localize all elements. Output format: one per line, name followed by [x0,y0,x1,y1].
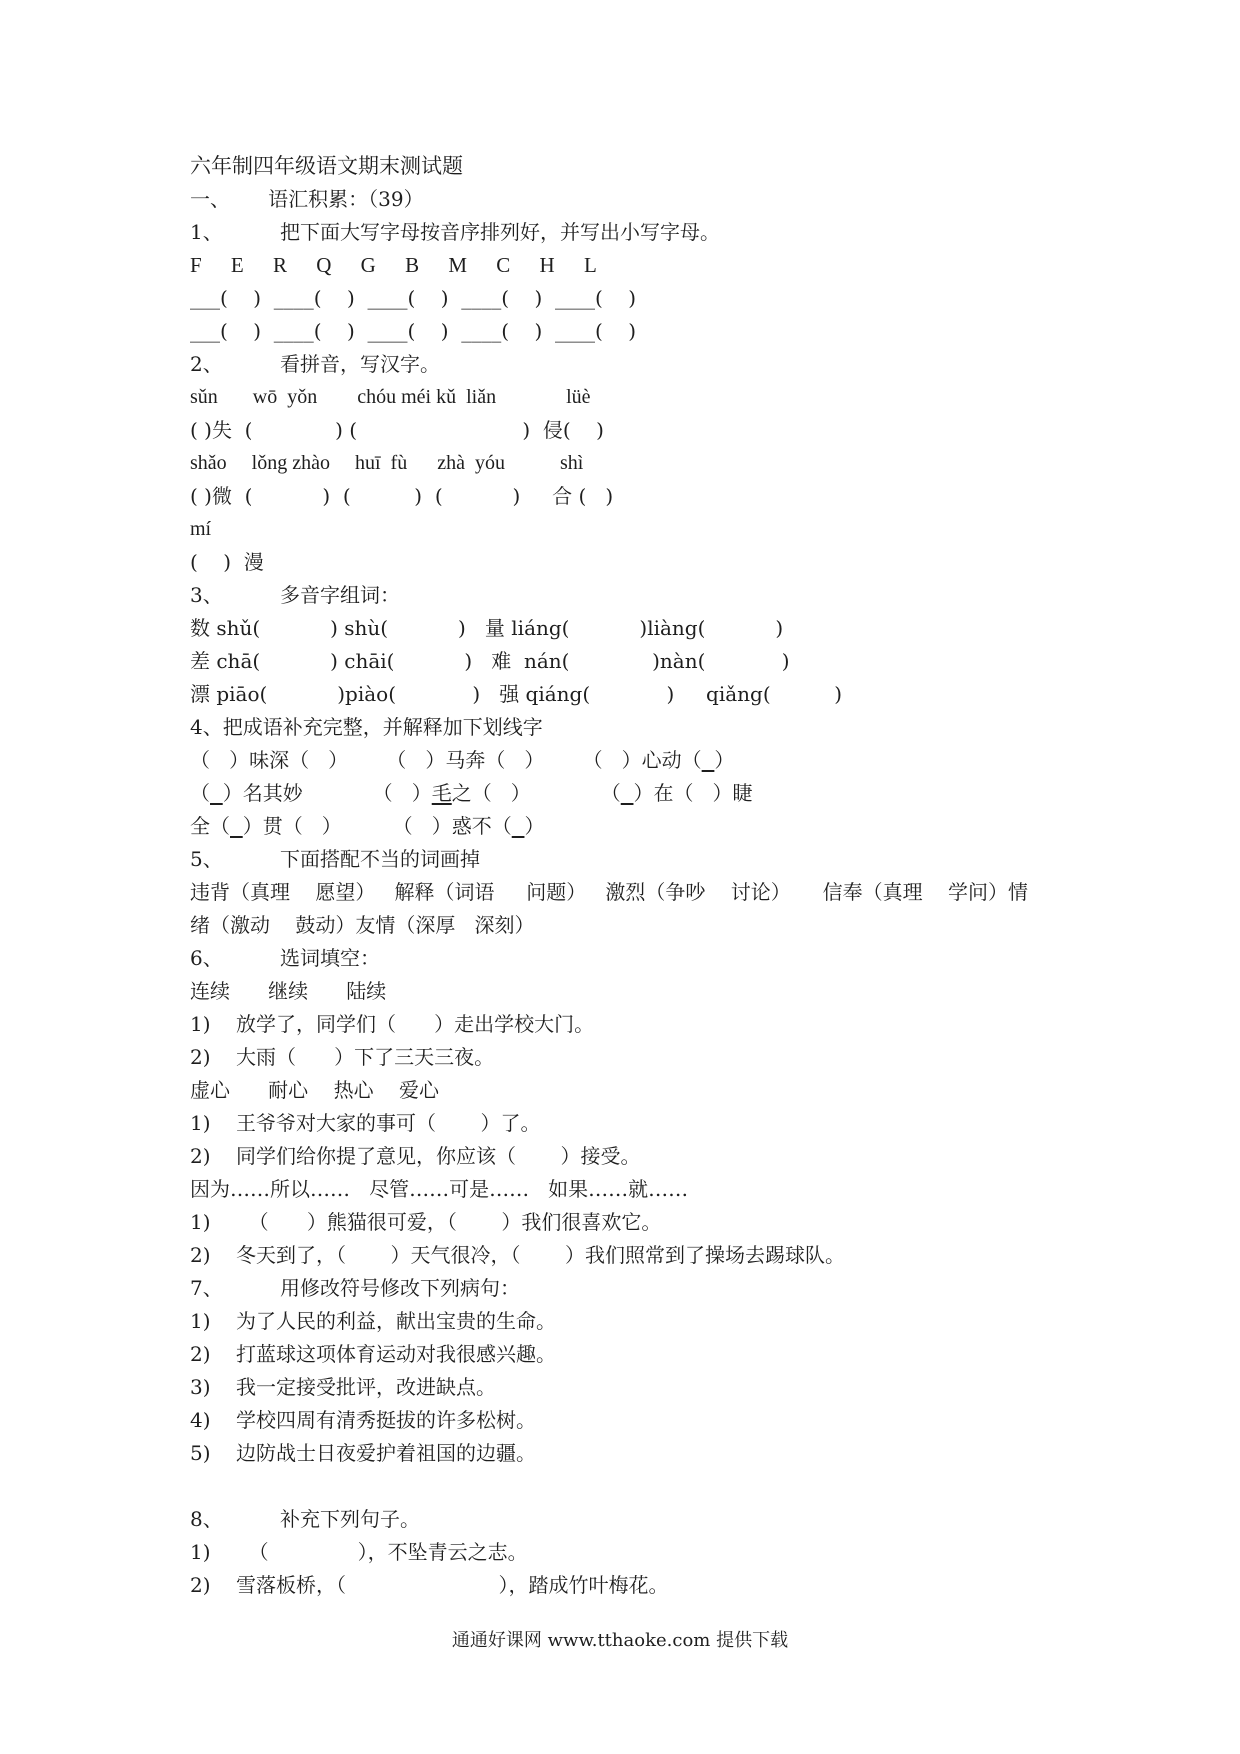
q6-word-choices-1: 连续 继续 陆续 [190,979,387,1003]
q6-word-choices-3: 因为……所以…… 尽管……可是…… 如果……就…… [190,1177,689,1201]
q1-label: 1、 把下面大写字母按音序排列好，并写出小写字母。 [190,220,720,244]
q2-pinyin-row-2: shǎo lǒng zhào huī fù zhà yóu shì [190,452,584,474]
q4-blank-underline [230,814,243,838]
q4-row-1-text: （ ）味深（ ） （ ）马奔（ ） （ ）心动（ [190,748,702,772]
q5-row-1: 违背（真理 愿望） 解释（词语 问题） 激烈（争吵 讨论） 信奉（真理 学问）情 [190,880,1029,904]
q3-row-2: 差 chā( ) chāi( ) 难 nán( )nàn( ) [190,649,790,673]
q4-blank-underline [702,748,715,772]
q4-blank-underline [512,814,525,838]
q4-row-3-text: ）贯（ ） （ ）惑不（ [242,814,512,838]
q7-sentence-5: 5) 边防战士日夜爱护着祖国的边疆。 [190,1441,536,1465]
q4-underlined-char: 毛 [431,781,452,805]
page-footer: 通通好课网 www.tthaoke.com 提供下载 [451,1630,789,1651]
q4-row-2 [190,781,753,805]
q7-sentence-3: 3) 我一定接受批评，改进缺点。 [190,1375,496,1399]
q6-sentence-5: 1) （ ）熊猫很可爱，（ ）我们很喜欢它。 [190,1210,662,1234]
q8-sentence-2: 2) 雪落板桥，（ ），踏成竹叶梅花。 [190,1573,669,1597]
q6-word-choices-2: 虚心 耐心 热心 爱心 [190,1078,440,1102]
q4-blank-underline [621,781,634,805]
q4-label: 4、把成语补充完整，并解释加下划线字 [190,715,543,739]
q1-letters: F E R Q G B M C H L [190,253,609,277]
section-heading: 一、 语汇积累：（39） [190,187,424,211]
q4-row-2-text: ）名其妙 （ ） [222,781,432,805]
q3-row-3: 漂 piāo( )piào( ) 强 qiáng( ) qiǎng( ) [190,682,843,706]
q6-sentence-4: 2) 同学们给你提了意见，你应该（ ）接受。 [190,1144,641,1168]
q7-sentence-4: 4) 学校四周有清秀挺拔的许多松树。 [190,1408,536,1432]
q4-blank-underline [210,781,223,805]
q8-label: 8、 补充下列句子。 [190,1507,420,1531]
q4-row-3-close: ） [524,814,545,838]
q6-sentence-6: 2) 冬天到了，（ ）天气很冷，（ ）我们照常到了操场去踢球队。 [190,1243,845,1267]
q4-row-1-close: ） [714,748,735,772]
q8-sentence-1: 1) （ ），不坠青云之志。 [190,1540,528,1564]
q4-row-1 [190,748,734,772]
q2-pinyin-row-1: sǔn wō yǒn chóu méi kǔ liǎn lüè [190,386,591,408]
doc-title: 六年制四年级语文期末测试题 [190,154,463,178]
q3-label: 3、 多音字组词： [190,583,400,607]
q2-pinyin-row-3: mí [190,518,212,540]
q6-sentence-1: 1) 放学了，同学们（ ）走出学校大门。 [190,1012,595,1036]
q4-row-2-open: （ [190,781,210,805]
q4-row-3-open: 全（ [190,814,230,838]
q7-sentence-1: 1) 为了人民的利益，献出宝贵的生命。 [190,1309,556,1333]
q7-sentence-2: 2) 打蓝球这项体育运动对我很感兴趣。 [190,1342,556,1366]
q6-sentence-2: 2) 大雨（ ）下了三天三夜。 [190,1045,495,1069]
q1-blank-row-2: ___( ) ____( ) ____( ) ____( ) ____( ) [190,319,637,343]
q5-label: 5、 下面搭配不当的词画掉 [190,847,480,871]
q2-label: 2、 看拼音，写汉字。 [190,352,440,376]
q4-row-3 [190,814,544,838]
q4-row-2-text-2: 之（ ） （ [451,781,621,805]
q2-answer-row-1: ( )失 ( ) ( ) 侵( ) [190,418,604,442]
q2-answer-row-3: ( ) 漫 [190,550,264,574]
q7-label: 7、 用修改符号修改下列病句： [190,1276,520,1300]
q3-row-1: 数 shǔ( ) shù( ) 量 liáng( )liàng( ) [190,616,784,640]
q6-sentence-3: 1) 王爷爷对大家的事可（ ）了。 [190,1111,541,1135]
q4-row-2-text-3: ）在（ ）睫 [633,781,753,805]
q2-answer-row-2: ( )微 ( ) ( ) ( ) 合 ( ) [190,484,614,508]
q1-blank-row-1: ___( ) ____( ) ____( ) ____( ) ____( ) [190,286,637,310]
q6-label: 6、 选词填空： [190,946,380,970]
q5-row-2: 绪（激动 鼓动）友情（深厚 深刻） [190,913,535,937]
